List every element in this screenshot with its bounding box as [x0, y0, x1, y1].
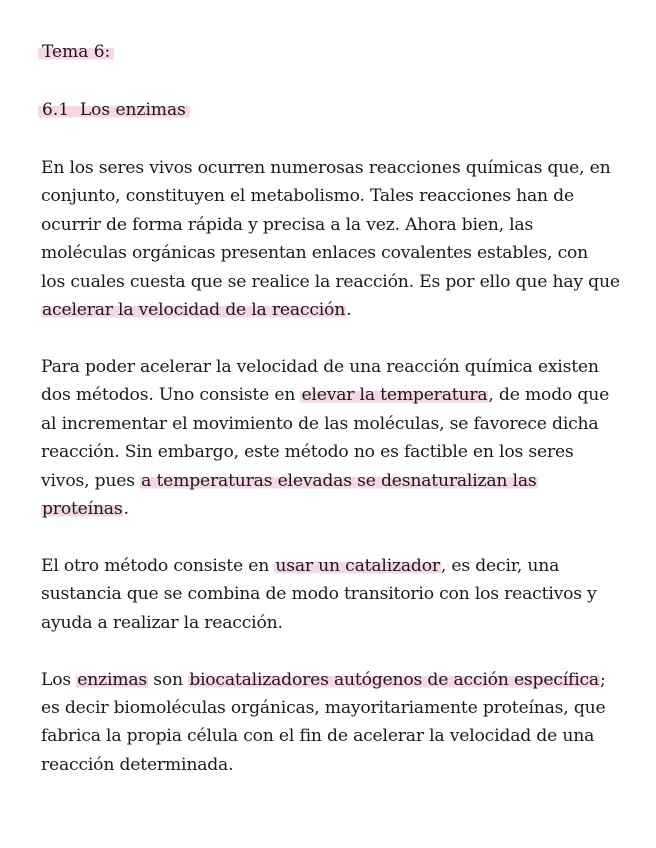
- text-line: [41, 666, 621, 694]
- text-line: [41, 694, 621, 722]
- text-line: [41, 467, 621, 495]
- text-segment: reacción determinada.: [41, 754, 234, 775]
- text-segment: los cuales cuesta que se realice la reacción. Es por ello que hay que: [41, 271, 620, 292]
- text-line: [41, 751, 621, 779]
- text-segment: ayuda a realizar la reacción.: [41, 612, 283, 633]
- highlighted-text: elevar la temperatura: [301, 385, 488, 406]
- text-segment: El otro método consiste en: [41, 555, 275, 576]
- document-page: [41, 36, 621, 779]
- text-segment: moléculas orgánicas presentan enlaces covalentes estables, con: [41, 243, 589, 264]
- text-segment: , es decir, una: [440, 555, 560, 576]
- text-segment: es decir biomoléculas orgánicas, mayoritariamente proteínas, que: [41, 698, 606, 718]
- text-segment: .: [346, 300, 352, 321]
- text-segment: ;: [599, 669, 606, 690]
- highlighted-text: a temperaturas elevadas se desnaturalizan las: [141, 470, 537, 491]
- text-segment: dos métodos. Uno consiste en: [41, 385, 301, 406]
- section-title: [41, 96, 621, 124]
- paragraph-catalyst: [41, 552, 621, 637]
- text-line: [41, 410, 621, 438]
- text-segment: Para poder acelerar la velocidad de una reacción química existen: [41, 356, 599, 377]
- text-line: [41, 353, 621, 381]
- topic-title: [41, 38, 621, 66]
- text-line: [41, 182, 621, 210]
- text-line: [41, 211, 621, 239]
- text-line: [41, 239, 621, 267]
- text-line: [41, 154, 621, 182]
- text-segment: fabrica la propia célula con el fin de acelerar la velocidad de una: [41, 726, 595, 747]
- text-segment: al incrementar el movimiento de las moléculas, se favorece dicha: [41, 413, 599, 434]
- text-line: [41, 438, 621, 466]
- text-segment: reacción. Sin embargo, este método no es factible en los seres: [41, 442, 574, 463]
- highlighted-text: usar un catalizador: [275, 555, 440, 576]
- text-segment: Los: [41, 669, 77, 690]
- text-line: [41, 296, 621, 324]
- text-segment: sustancia que se combina de modo transitorio con los reactivos y: [41, 584, 597, 605]
- text-line: [41, 722, 621, 750]
- highlighted-text: acelerar la velocidad de la reacción: [42, 300, 346, 321]
- text-line: [41, 552, 621, 580]
- highlighted-text: biocatalizadores autógenos de acción específica: [189, 669, 599, 690]
- text-line: [41, 580, 621, 608]
- text-segment: conjunto, constituyen el metabolismo. Tales reacciones han de: [41, 186, 574, 207]
- text-segment: En los seres vivos ocurren numerosas reacciones químicas que, en: [41, 158, 611, 178]
- text-line: [41, 268, 621, 296]
- highlighted-text: enzimas: [77, 669, 148, 690]
- text-segment: ocurrir de forma rápida y precisa a la vez. Ahora bien, las: [41, 214, 534, 235]
- text-line: [41, 609, 621, 637]
- text-segment: , de modo que: [488, 385, 610, 406]
- paragraph-acceleration-methods: [41, 353, 621, 523]
- text-line: [41, 495, 621, 523]
- highlighted-text: proteínas: [42, 498, 123, 519]
- paragraph-enzymes-definition: [41, 666, 621, 780]
- section-title-text: 6.1 Los enzimas: [38, 100, 190, 120]
- text-segment: son: [148, 669, 189, 690]
- text-segment: .: [123, 498, 129, 519]
- text-segment: vivos, pues: [41, 470, 141, 491]
- topic-title-text: Tema 6:: [38, 42, 114, 62]
- text-line: [41, 381, 621, 409]
- paragraph-metabolism: [41, 154, 621, 324]
